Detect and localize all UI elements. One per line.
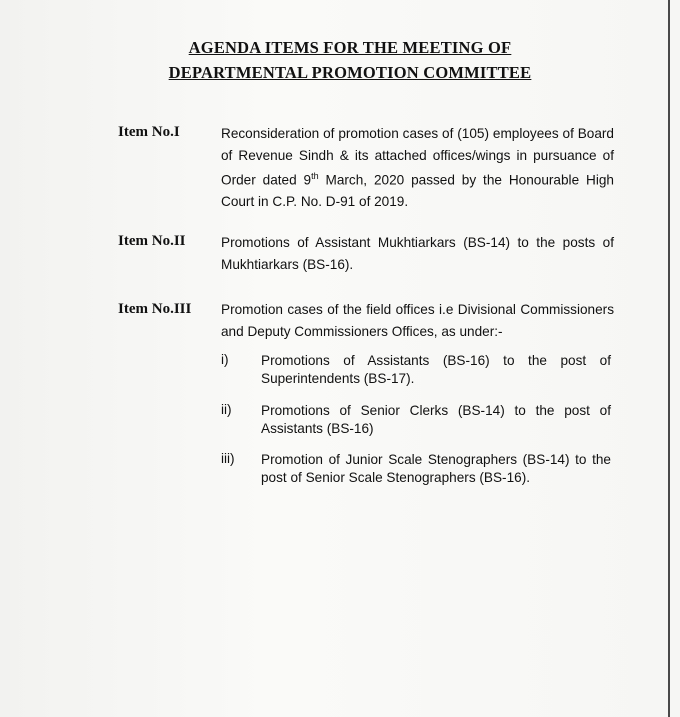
subitem-2-text: Promotions of Senior Clerks (BS-14) to the post of Assistants (BS-16)	[261, 403, 611, 436]
item-1-text-after: March, 2020 passed by the Honourable High Court in C.P. No. D-91 of 2019.	[221, 172, 614, 210]
page-edge-shadow	[668, 0, 670, 717]
item-1-label: Item No.I	[118, 124, 180, 140]
agenda-title-line-1: AGENDA ITEMS FOR THE MEETING OF	[188, 38, 512, 57]
item-3-text: Promotion cases of the field offices i.e Divisional Commissioners and Deputy Commissioners Offices, as under:-	[221, 302, 614, 339]
agenda-title-line-2: DEPARTMENTAL PROMOTION COMMITTEE	[168, 63, 532, 82]
subitem-1-number: i)	[221, 352, 229, 367]
item-2-text: Promotions of Assistant Mukhtiarkars (BS-14) to the posts of Mukhtiarkars (BS-16).	[221, 235, 614, 272]
item-1-text-before: Reconsideration of promotion cases of (105) employees of Board of Revenue Sindh & its attached offices/wings in pursuance of Order dated 9	[221, 126, 614, 188]
subitem-3-text: Promotion of Junior Scale Stenographers (BS-14) to the post of Senior Scale Stenographers (BS-16).	[261, 452, 611, 485]
subitem-2-number: ii)	[221, 402, 232, 417]
item-1-ordinal-suffix: th	[311, 171, 319, 181]
subitem-1-text: Promotions of Assistants (BS-16) to the post of Superintendents (BS-17).	[261, 353, 611, 386]
item-2-label: Item No.II	[118, 233, 186, 249]
item-1-text	[221, 123, 614, 213]
item-3-label: Item No.III	[118, 301, 192, 317]
subitem-3-number: iii)	[221, 451, 235, 466]
